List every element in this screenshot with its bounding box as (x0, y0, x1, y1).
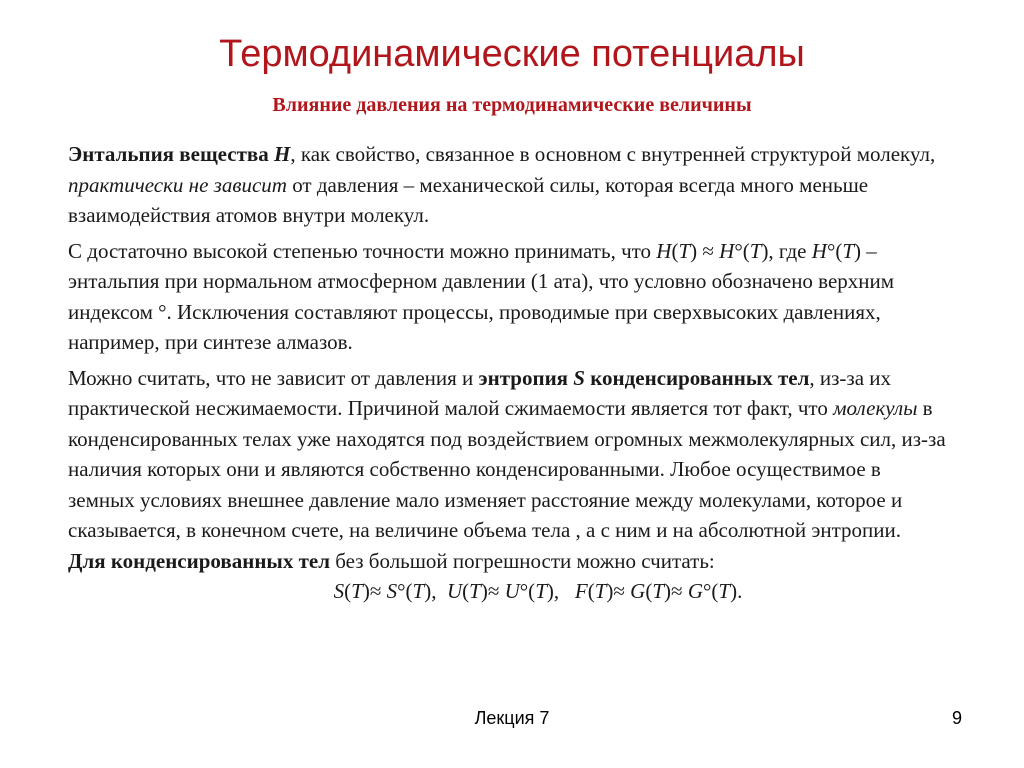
paragraph-approximation (68, 236, 948, 358)
text-italic: T (678, 238, 691, 263)
text-span: °( (734, 238, 750, 263)
formula-term: ( (645, 579, 653, 603)
paragraph-entropy (68, 363, 948, 546)
slide-title: Термодинамические потенциалы (219, 33, 805, 75)
text-span: ), где (761, 238, 812, 263)
footer-lecture: Лекция 7 (474, 708, 550, 728)
formula-term: S (333, 579, 345, 603)
formula-term: )≈ (606, 579, 631, 603)
text-italic: T (749, 238, 762, 263)
text-span: ) – энтальпия при нормальном атмосферном давлении (1 ата), что условно обозначено верхним индексом °. Исключения составляют процессы, проводимые при сверхвысоких давлениях, например, при синтезе алмазов. (68, 238, 895, 354)
formula-term: )≈ (664, 579, 688, 603)
text-span: Можно считать, что не зависит от давления и (68, 365, 479, 390)
paragraph-enthalpy (68, 139, 948, 231)
formula-term: °( (397, 579, 413, 603)
formula-term: T (594, 579, 607, 603)
formula-term: ), (546, 579, 575, 603)
formula-term: ( (587, 579, 595, 603)
formula-term: ( (462, 579, 470, 603)
formula-term: ( (344, 579, 352, 603)
formula-term: )≈ (480, 579, 505, 603)
text-span: без большой погрешности можно считать: (330, 548, 715, 573)
formula-term: U (504, 579, 520, 603)
text-span: ( (671, 238, 679, 263)
text-italic: S (573, 365, 585, 390)
text-bold: энтропия (478, 365, 574, 390)
formula-term: U (446, 579, 463, 603)
text-span: , из-за их практической несжимаемости. Причиной малой сжимаемости является тот факт, что (68, 365, 892, 420)
page-number: 9 (951, 708, 962, 728)
formula (68, 576, 948, 607)
text-bold: Для конденсированных тел (68, 548, 330, 573)
text-span: ) ≈ (690, 238, 720, 263)
formula-term: T (351, 579, 363, 603)
formula-term: T (412, 579, 425, 603)
formula-term: ), (424, 579, 447, 603)
text-italic: T (842, 238, 855, 263)
formula-term: S (386, 579, 398, 603)
text-italic: H (719, 238, 735, 263)
paragraph-condensed (68, 546, 948, 577)
formula-term: °( (519, 579, 536, 603)
text-bold: конденсированных тел (584, 365, 810, 390)
formula-term: G (687, 579, 703, 603)
formula-term: T (469, 579, 481, 603)
formula-term: °( (702, 579, 719, 603)
text-span: в конденсированных телах уже находятся под воздействием огромных межмолекулярных сил, из-за наличия которых они и являются собственно конденсированными. Любое осуществимое в земных условиях внешнее давление мало изменяет расстояние между молекулами, которое и сказывается, в конечном счете, на величине объема тела , а с ним и на абсолютной энтропии. (68, 396, 946, 542)
slide-subtitle: Влияние давления на термодинамические величины (272, 94, 752, 116)
text-italic: молекулы (833, 396, 918, 420)
formula-term: T (718, 579, 731, 603)
formula-term: F (574, 579, 588, 603)
text-italic: H (656, 238, 672, 263)
formula-term: T (652, 579, 665, 603)
text-italic: H (811, 238, 827, 263)
text-span: от давления – механической силы, которая всегда много меньше взаимодействия атомов внутри молекул. (68, 172, 869, 227)
formula-term: )≈ (362, 579, 387, 603)
slide-content (68, 139, 948, 607)
text-span: С достаточно высокой степенью точности можно принимать, что (68, 238, 657, 263)
symbol-h (274, 142, 290, 166)
symbol-s (573, 366, 585, 390)
formula-term: G (630, 579, 646, 603)
text-bold: Энтальпия вещества (68, 142, 274, 166)
text-span: °( (826, 238, 843, 263)
text-italic: H (274, 142, 291, 166)
text-italic: практически не зависит (68, 172, 287, 197)
formula-term: ). (730, 579, 743, 603)
formula-term: T (535, 579, 547, 603)
text-span: , как свойство, связанное в основном с внутренней структурой молекул, (290, 142, 936, 166)
